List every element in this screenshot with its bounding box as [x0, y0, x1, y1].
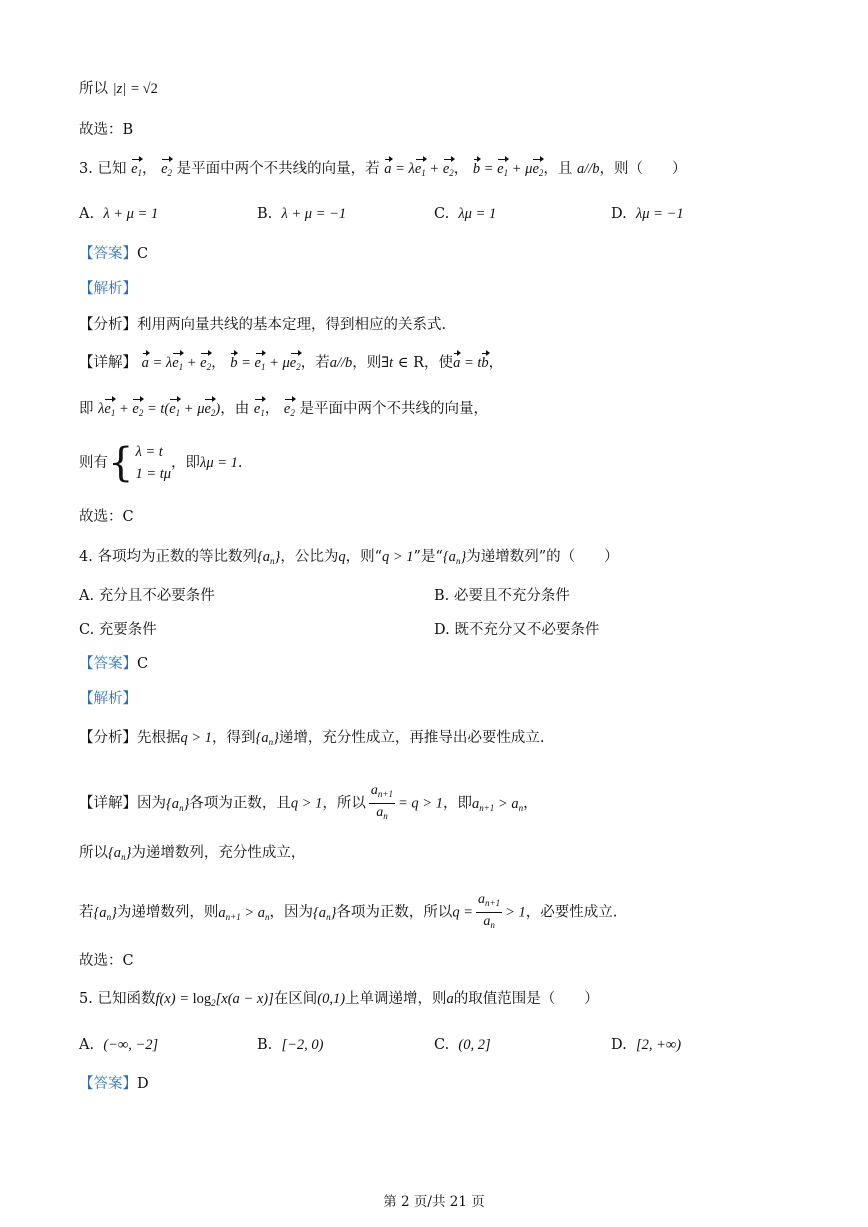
q3-detail-line1: 【详解】 $a = \lambda e_1 + e_2$， $b = e_1 + \mu e_2$，若a//b，则∃t ∈ R，使a = tb，: [79, 352, 503, 378]
result-line: [79, 78, 158, 100]
math-a-def: $a = \lambda e_1 + e_2$: [384, 161, 454, 177]
q3-stem: 3. 已知 $e_1$， $e_2$ 是平面中两个不共线的向量，若 $a = \lambda e_1 + e_2$， $b = e_1 + \mu e_2$，且 a//b，则（ ）: [79, 158, 687, 184]
page-footer: 第 2 页/共 21 页: [383, 1194, 485, 1210]
q5-option-a: A. (−∞, −2]: [79, 1037, 159, 1053]
q5-option-b: B. [−2, 0): [257, 1037, 324, 1053]
q4-answer: 【答案】C: [79, 656, 149, 672]
math-b-def: $b = e_1 + \mu e_2$: [473, 161, 544, 177]
q4-detail-line2: 所以$\{a_n\}$为递增数列，充分性成立，: [79, 845, 306, 862]
q4-stem: 4. 各项均为正数的等比数列$\{a_n\}$，公比为q，则“q > 1”是“$\{a_n\}$为递增数列”的（ ）: [79, 549, 619, 566]
q5-option-d: D. [2, +∞): [611, 1037, 682, 1053]
q3-option-c: C. λμ = 1: [434, 206, 497, 222]
text: 是平面中两个不共线的向量，若: [176, 161, 380, 177]
q3-option-a: A. λ + μ = 1: [79, 206, 159, 222]
q3-option-b: B. λ + μ = −1: [257, 206, 347, 222]
vector-e1: $e_1$: [131, 158, 142, 184]
system-eq1: λ = t: [135, 444, 163, 460]
q4-option-a: A. 充分且不必要条件: [79, 588, 215, 604]
q5-option-c: C. (0, 2]: [434, 1037, 491, 1053]
q3-answer: [79, 243, 148, 265]
vector-e2: $e_2$: [161, 158, 172, 184]
text: ，则（ ）: [599, 161, 687, 177]
text: 所以: [79, 81, 108, 97]
q3-fenxi: 【分析】利用两向量共线的基本定理，得到相应的关系式.: [79, 317, 447, 333]
q3-detail-line3: 则有{ λ = t 1 = tμ ，即λμ = 1.: [79, 440, 243, 486]
q4-detail-line1: 【详解】因为$\{a_n\}$各项为正数，且q > 1，所以 $\frac{a_{n+1}}{a_n}$ = q > 1，即$a_{n+1} > a_n$，: [79, 783, 538, 821]
answer-line-prev: 故选：B: [79, 122, 134, 138]
q3-option-d: D. λμ = −1: [611, 206, 684, 222]
answer-value: C: [137, 246, 149, 262]
q4-fenxi: 【分析】先根据q > 1，得到$\{a_n\}$递增，充分性成立，再推导出必要性成立.: [79, 730, 545, 747]
q4-detail-line3: 若$\{a_n\}$为递增数列，则$a_{n+1} > a_n$，因为$\{a_n\}$各项为正数，所以q = $\frac{a_{n+1}}{a_n}$ > 1，必要性成立.: [79, 892, 618, 930]
math-parallel: a//b: [576, 161, 600, 177]
q4-analysis-tag: 【解析】: [79, 691, 137, 707]
modulus-z: |z|: [112, 81, 127, 97]
q4-option-d: D. 既不充分又不必要条件: [434, 622, 600, 638]
answer-tag: 【答案】: [79, 246, 137, 262]
q5-answer: 【答案】D: [79, 1076, 149, 1092]
text: 3. 已知: [79, 161, 127, 177]
q3-detail-line2: 即 $\lambda e_1 + e_2 = t(e_1 + \mu e_2)$，由 $e_1$， $e_2$ 是平面中两个不共线的向量，: [79, 398, 488, 424]
system-eq2: 1 = tμ: [135, 466, 172, 482]
text: ，且: [543, 161, 573, 177]
math-result: = √2: [130, 81, 158, 97]
q4-final: 故选：C: [79, 953, 134, 969]
q4-option-b: B. 必要且不充分条件: [434, 588, 570, 604]
q5-stem: 5. 已知函数$f(x) = \log_2[x(a - x)]$在区间(0,1)上单调递增，则a的取值范围是（ ）: [79, 991, 599, 1008]
q4-option-c: C. 充要条件: [79, 622, 157, 638]
q3-final: 故选：C: [79, 509, 134, 525]
q3-analysis-tag: 【解析】: [79, 281, 137, 297]
